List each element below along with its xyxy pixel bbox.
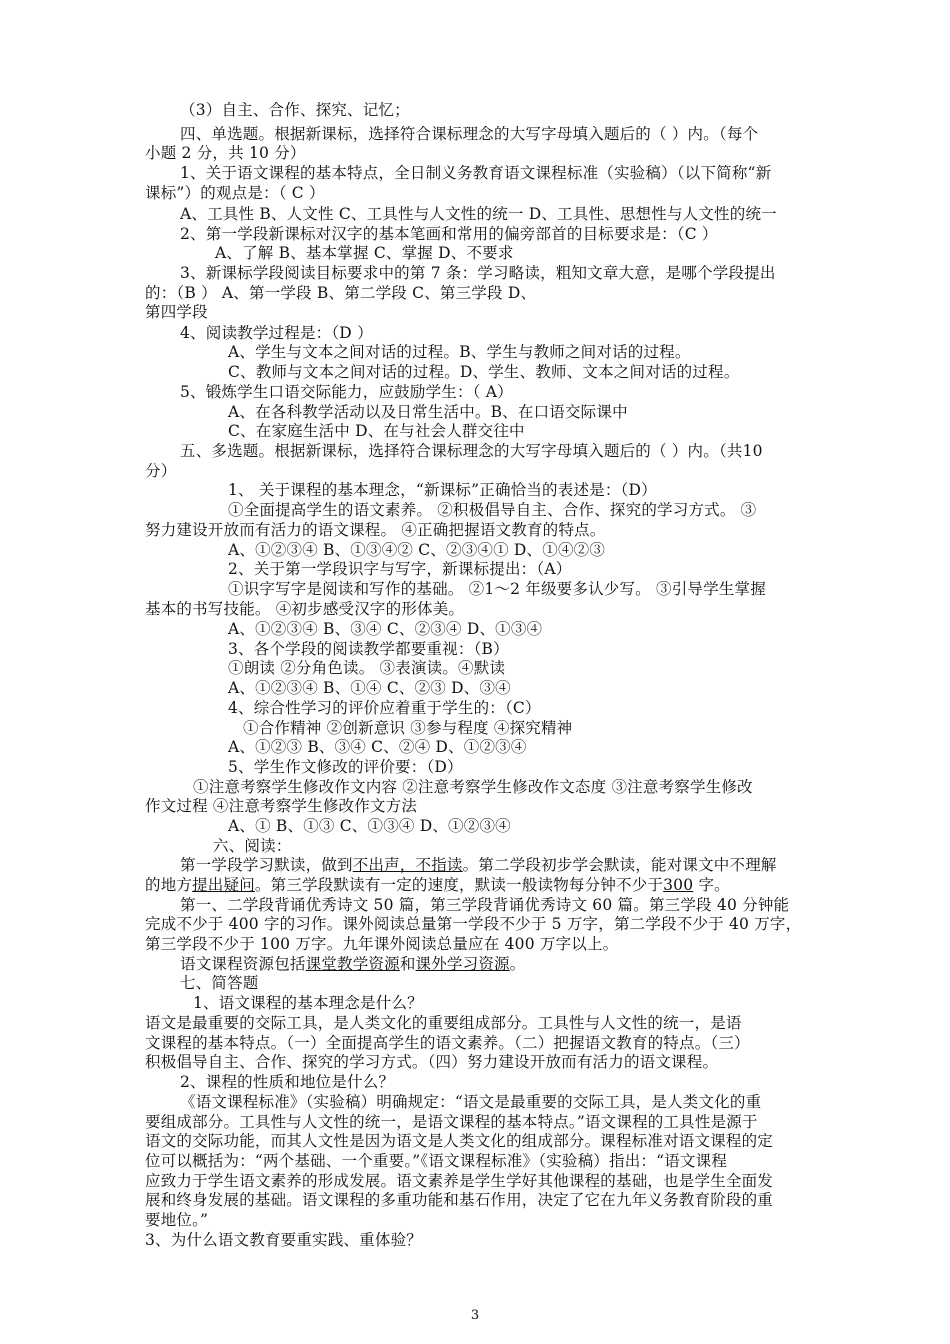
text-line: 4、综合性学习的评价应着重于学生的：（C） — [228, 699, 541, 717]
text-line: A、工具性 B、人文性 C、工具性与人文性的统一 D、工具性、思想性与人文性的统一 — [180, 205, 777, 223]
text-line: 展和终身发展的基础。语文课程的多重功能和基石作用，决定了它在九年义务教育阶段的重 — [145, 1191, 774, 1209]
text-line: 第四学段 — [145, 303, 208, 321]
text-segment: 。 — [509, 955, 526, 973]
text-line: （3）自主、合作、探究、记忆； — [180, 101, 410, 119]
text-line: 要组成部分。工具性与人文性的统一，是语文课程的基本特点。”语文课程的工具性是源于 — [145, 1113, 758, 1131]
text-line: 第一、二学段背诵优秀诗文 50 篇，第三学段背诵优秀诗文 60 篇。第三学段 40 分钟能 — [180, 896, 790, 914]
text-line: 2、关于第一学段识字与写字，新课标提出：（A） — [228, 560, 572, 578]
text-line: ①合作精神 ②创新意识 ③参与程度 ④探究精神 — [243, 719, 573, 737]
underlined-answer: 300 — [663, 876, 694, 894]
text-line: A、学生与文本之间对话的过程。B、学生与教师之间对话的过程。 — [228, 343, 691, 361]
text-line: ①注意考察学生修改作文内容 ②注意考察学生修改作文态度 ③注意考察学生修改 — [193, 778, 753, 796]
text-line: 课标”）的观点是：（ C ） — [145, 184, 325, 202]
text-line: 《语文课程标准》（实验稿）明确规定：“语文是最重要的交际工具，是人类文化的重 — [180, 1093, 762, 1111]
text-segment: 语文课程资源包括 — [180, 955, 306, 973]
text-line: 应致力于学生语文素养的形成发展。语文素养是学生学好其他课程的基础，也是学生全面发 — [145, 1172, 774, 1190]
text-line: 语文是最重要的交际工具，是人类文化的重要组成部分。工具性与人文性的统一，是语 — [145, 1014, 742, 1032]
text-line: 3、各个学段的阅读教学都要重视：（B） — [228, 640, 509, 658]
underlined-answer: 课外学习资源 — [415, 955, 510, 973]
text-line: 语文的交际功能，而其人文性是因为语文是人类文化的组成部分。课程标准对语文课程的定 — [145, 1132, 774, 1150]
text-line: 4、阅读教学过程是：（D ） — [180, 324, 373, 342]
text-line: A、了解 B、基本掌握 C、掌握 D、不要求 — [215, 244, 514, 262]
text-segment: 。第三学段默读有一定的速度，默读一般读物每分钟不少于 — [254, 876, 664, 894]
text-line: 第三学段不少于 100 万字。九年课外阅读总量应在 400 万字以上。 — [145, 935, 619, 953]
text-line: 5、学生作文修改的评价要：（D） — [228, 758, 463, 776]
text-line: 的：（B ） A、第一学段 B、第二学段 C、第三学段 D、 — [145, 284, 537, 302]
text-line: 文课程的基本特点。（一）全面提高学生的语文素养。（二）把握语文教育的特点。（三） — [145, 1034, 750, 1052]
text-line: 努力建设开放而有活力的语文课程。 ④正确把握语文教育的特点。 — [145, 521, 606, 539]
text-line: A、①②③④ B、①③④② C、②③④① D、①④②③ — [228, 541, 606, 559]
text-segment: 字。 — [693, 876, 730, 894]
text-line: 完成不少于 400 字的习作。课外阅读总量第一学段不少于 5 万字，第二学段不少于 40 万字， — [145, 915, 802, 933]
text-line: 七、简答题 — [180, 974, 259, 992]
text-line: ①识字写字是阅读和写作的基础。 ②1～2 年级要多认少写。 ③引导学生掌握 — [228, 580, 766, 598]
text-line: 四、单选题。根据新课标，选择符合课标理念的大写字母填入题后的（ ）内。（每个 — [180, 125, 759, 143]
text-line: A、在各科教学活动以及日常生活中。B、在口语交际课中 — [228, 403, 628, 421]
text-line — [145, 875, 730, 895]
text-line: ①全面提高学生的语文素养。 ②积极倡导自主、合作、探究的学习方式。 ③ — [228, 501, 757, 519]
text-line: 基本的书写技能。 ④初步感受汉字的形体美。 — [145, 600, 465, 618]
underlined-answer: 课堂教学资源 — [305, 955, 400, 973]
text-line: A、①②③④ B、③④ C、②③④ D、①③④ — [228, 620, 543, 638]
text-line: 六、阅读： — [213, 837, 292, 855]
text-line — [180, 954, 525, 974]
underlined-answer: 不出声，不指读 — [352, 856, 463, 874]
text-line: A、①②③④ B、①④ C、②③ D、③④ — [228, 679, 511, 697]
text-line: 2、课程的性质和地位是什么？ — [180, 1073, 395, 1091]
text-line — [180, 855, 777, 875]
text-line: 位可以概括为：“两个基础、一个重要。”《语文课程标准》（实验稿）指出：“语文课程 — [145, 1152, 728, 1170]
text-line: 作文过程 ④注意考察学生修改作文方法 — [145, 797, 418, 815]
text-segment: 。第二学段初步学会默读，能对课文中不理解 — [462, 856, 777, 874]
text-line: A、① B、①③ C、①③④ D、①②③④ — [228, 817, 511, 835]
text-segment: 和 — [399, 955, 416, 973]
text-line: C、在家庭生活中 D、在与社会人群交往中 — [228, 422, 525, 440]
text-line: 五、多选题。根据新课标，选择符合课标理念的大写字母填入题后的（ ）内。（共10 — [180, 442, 763, 460]
page-number: 3 — [470, 1308, 480, 1323]
text-line: 分） — [145, 462, 177, 480]
text-line: 3、新课标学段阅读目标要求中的第 7 条：学习略读，粗知文章大意，是哪个学段提出 — [180, 264, 776, 282]
text-line: 积极倡导自主、合作、探究的学习方式。（四）努力建设开放而有活力的语文课程。 — [145, 1053, 719, 1071]
text-line: 1、关于语文课程的基本特点，全日制义务教育语文课程标准（实验稿）（以下简称“新 — [180, 164, 772, 182]
text-segment: 的地方 — [145, 876, 193, 894]
text-line: 3、为什么语文教育要重实践、重体验？ — [145, 1231, 422, 1249]
text-line: 要地位。” — [145, 1211, 209, 1229]
text-segment: 第一学段学习默读，做到 — [180, 856, 353, 874]
text-line: 2、第一学段新课标对汉字的基本笔画和常用的偏旁部首的目标要求是：（C ） — [180, 225, 718, 243]
underlined-answer: 提出疑问 — [192, 876, 255, 894]
text-line: 1、语文课程的基本理念是什么？ — [193, 994, 423, 1012]
text-line: A、①②③ B、③④ C、②④ D、①②③④ — [228, 738, 527, 756]
text-line: C、教师与文本之间对话的过程。D、学生、教师、文本之间对话的过程。 — [228, 363, 740, 381]
text-line: 1、 关于课程的基本理念，“新课标”正确恰当的表述是：（D） — [228, 481, 657, 499]
text-line: 小题 2 分，共 10 分） — [145, 144, 306, 162]
text-line: 5、锻炼学生口语交际能力，应鼓励学生：（ A） — [180, 383, 513, 401]
text-line: ①朗读 ②分角色读。 ③表演读。④默读 — [228, 659, 506, 677]
